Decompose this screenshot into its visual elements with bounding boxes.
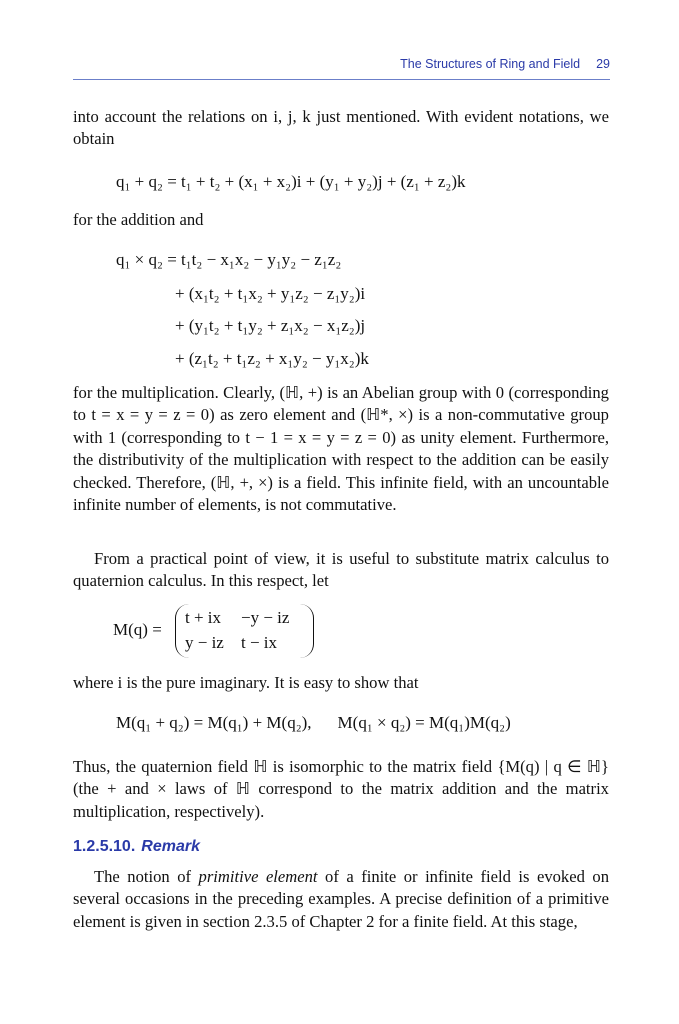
page-number: 29 <box>596 57 610 71</box>
math-matrix-field: {M(q) | q ∈ ℍ} <box>497 757 609 776</box>
right-paren <box>299 604 314 658</box>
equation-homomorphism-sum: M(q₁ + q₂) = M(q₁) + M(q₂), <box>116 713 312 732</box>
section-title: Remark <box>141 838 200 855</box>
math-unity-condition: t − 1 = x = y = z = 0 <box>245 427 391 447</box>
math-quaternion-symbol: ℍ <box>253 757 268 776</box>
math-times: × <box>157 779 167 799</box>
math-group-multiplication: (ℍ*, ×) <box>360 405 414 425</box>
emphasis-primitive-element: primitive element <box>198 867 318 886</box>
matrix-cell: −y − iz <box>241 608 290 627</box>
matrix-cell: t − ix <box>241 633 278 652</box>
equation-homomorphism-product: M(q₁ × q₂) = M(q₁)M(q₂) <box>337 713 511 732</box>
section-heading <box>73 838 200 856</box>
equation-multiplication-line-3: + (y₁t₂ + t₁y₂ + z₁x₂ − x₁z₂)j <box>175 316 366 335</box>
math-plus: + <box>107 779 117 799</box>
equation-addition: q₁ + q₂ = t₁ + t₂ + (x₁ + x₂)i + (y₁ + y₂)j + (z₁ + z₂)k <box>116 172 466 191</box>
matrix-row-2 <box>185 633 277 653</box>
paragraph-addition-label: for the addition and <box>73 210 204 229</box>
section-number: 1.2.5.10. <box>73 838 136 855</box>
math-group-addition: (ℍ, +) <box>279 383 323 402</box>
paragraph-intro: into account the relations on i, j, k just mentioned. With evident notations, we obtain <box>73 107 609 149</box>
matrix-cell: t + ix <box>185 608 222 627</box>
matrix-equation <box>113 604 343 658</box>
matrix-row-1 <box>185 608 289 628</box>
paragraph-imaginary: where i is the pure imaginary. It is easy to show that <box>73 673 419 692</box>
equation-multiplication-line-2: + (x₁t₂ + t₁x₂ + y₁z₂ − z₁y₂)i <box>175 284 366 303</box>
equation-multiplication-line-1: q₁ × q₂ = t₁t₂ − x₁x₂ − y₁y₂ − z₁z₂ <box>116 250 342 269</box>
matrix-lhs: M(q) = <box>113 620 162 639</box>
math-quaternion-symbol: ℍ <box>235 779 250 799</box>
paragraph-remark: The notion of primitive element of a finite or infinite field is evoked on several occasions in the preceding examples. A precise definition of a primitive element is given in section 2.3.5 of Chapter 2 for a finite field. At this stage, <box>73 867 609 931</box>
equation-homomorphism <box>116 713 511 733</box>
math-zero-condition: t = x = y = z = 0 <box>91 405 210 425</box>
matrix-cell: y − iz <box>185 633 224 652</box>
paragraph-isomorphism: Thus, the quaternion field ℍ is isomorphic to the matrix field {M(q) | q ∈ ℍ} (the + and × laws of ℍ correspond to the matrix addition and the matrix multiplication, respectively). <box>73 757 609 821</box>
equation-multiplication-line-4: + (z₁t₂ + t₁z₂ + x₁y₂ − y₁x₂)k <box>175 349 369 368</box>
math-field-structure: (ℍ, +, ×) <box>210 472 273 492</box>
running-title: The Structures of Ring and Field <box>400 57 581 71</box>
paragraph-matrix-intro: From a practical point of view, it is useful to substitute matrix calculus to quaternion calculus. In this respect, let <box>73 549 609 591</box>
paragraph-field-properties: for the multiplication. Clearly, (ℍ, +) is an Abelian group with 0 (corresponding to t = x = y = z = 0) as zero element and (ℍ*, ×) is a non-commutative group with 1 (corresponding to t − 1 = x = y = z = 0) as unity element. Furthermore, the distributivity of the multiplication with respect to the addition can be easily checked. Therefore, (ℍ, +, ×) is a field. This infinite field, with an uncountable infinite number of elements, is not commutative. <box>73 383 609 515</box>
running-header <box>73 57 610 80</box>
